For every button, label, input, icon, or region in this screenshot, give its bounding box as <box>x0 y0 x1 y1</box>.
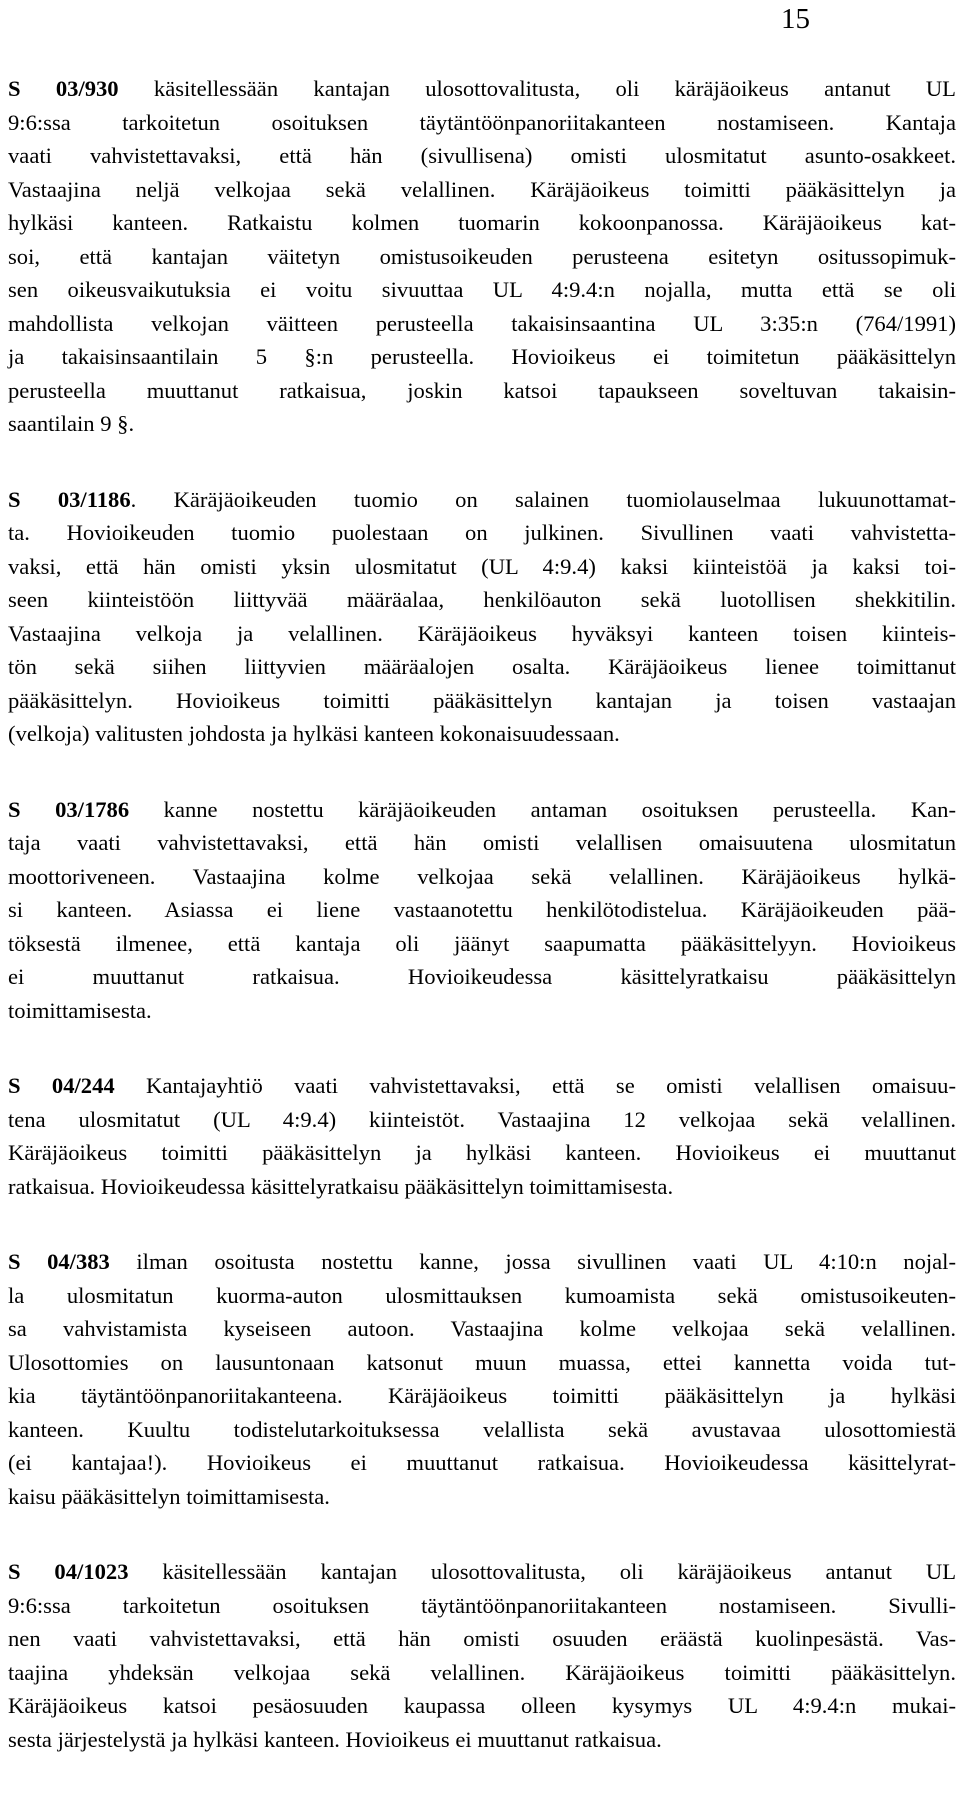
text-line <box>8 1069 956 1103</box>
text-line: saantilain 9 §. <box>8 411 135 436</box>
case-entry <box>8 793 956 1028</box>
text-line: vaksi, että hän omisti yksin ulosmitatut (UL 4:9.4) kaksi kiinteistöä ja kaksi toi- <box>8 553 956 579</box>
text-line: kia täytäntöönpanoriitakanteena. Käräjäoikeus toimitti pääkäsittelyn ja hylkäsi <box>8 1383 956 1408</box>
case-id: S 03/1786 <box>8 796 130 822</box>
text-line: ja takaisinsaantilain 5 §:n perusteella. Hovioikeus ei toimitetun pääkäsittelyn <box>8 344 956 369</box>
text-line <box>8 1245 956 1279</box>
document-body <box>8 72 956 1798</box>
text-line <box>8 72 956 106</box>
text-line: hylkäsi kanteen. Ratkaistu kolmen tuomarin kokoonpanossa. Käräjäoikeus kat- <box>8 210 956 235</box>
case-entry <box>8 1555 956 1756</box>
text-line: tön sekä siihen liittyvien määräalojen osalta. Käräjäoikeus lienee toimittanut <box>8 654 956 679</box>
text-line: pääkäsittelyn. Hovioikeus toimitti pääkäsittelyn kantajan ja toisen vastaajan <box>8 687 956 713</box>
text-line: Käräjäoikeus toimitti pääkäsittelyn ja hylkäsi kanteen. Hovioikeus ei muuttanut <box>8 1140 956 1165</box>
text-line: 9:6:ssa tarkoitetun osoituksen täytäntöönpanoriitakanteen nostamiseen. Sivulli- <box>8 1592 956 1618</box>
text-line: toimittamisesta. <box>8 997 152 1023</box>
text-line: (velkoja) valitusten johdosta ja hylkäsi kanteen kokonaisuudessaan. <box>8 721 620 746</box>
text-line: si kanteen. Asiassa ei liene vastaanotettu henkilötodistelua. Käräjäoikeuden pää- <box>8 897 956 922</box>
text-line: Ulosottomies on lausuntonaan katsonut muun muassa, ettei kannetta voida tut- <box>8 1349 956 1375</box>
case-entry <box>8 1245 956 1513</box>
text-line: mahdollista velkojan väitteen perusteella takaisinsaantina UL 3:35:n (764/1991) <box>8 310 956 336</box>
text-line: tena ulosmitatut (UL 4:9.4) kiinteistöt. Vastaajina 12 velkojaa sekä velallinen. <box>8 1106 956 1132</box>
text-line <box>8 483 956 517</box>
text-line: Vastaajina velkoja ja velallinen. Käräjäoikeus hyväksyi kanteen toisen kiinteis- <box>8 620 956 646</box>
text-line: kanteen. Kuultu todistelutarkoituksessa velallista sekä avustavaa ulosottomiestä <box>8 1416 956 1442</box>
case-id: S 04/383 <box>8 1249 110 1274</box>
case-entry <box>8 72 956 441</box>
case-id: S 03/930 <box>8 76 119 101</box>
text-line: taja vaati vahvistettavaksi, että hän omisti velallisen omaisuutena ulosmitatun <box>8 830 956 855</box>
case-text: Kantajayhtiö vaati vahvistettavaksi, että se omisti velallisen omaisuu- <box>114 1073 956 1098</box>
text-line <box>8 793 956 827</box>
case-entry <box>8 1069 956 1203</box>
text-line: sen oikeusvaikutuksia ei voitu sivuuttaa UL 4:9.4:n nojalla, mutta että se oli <box>8 277 956 302</box>
text-line: perusteella muuttanut ratkaisua, joskin katsoi tapaukseen soveltuvan takaisin- <box>8 377 956 403</box>
case-text: ilman osoitusta nostettu kanne, jossa sivullinen vaati UL 4:10:n nojal- <box>109 1249 956 1274</box>
text-line: sesta järjestelystä ja hylkäsi kanteen. Hovioikeus ei muuttanut ratkaisua. <box>8 1726 662 1752</box>
text-line: vaati vahvistettavaksi, että hän (sivullisena) omisti ulosmitatut asunto-osakkeet. <box>8 143 956 168</box>
text-line: kaisu pääkäsittelyn toimittamisesta. <box>8 1483 330 1509</box>
text-line: soi, että kantajan väitetyn omistusoikeuden perusteena esitetyn ositussopimuk- <box>8 243 956 269</box>
text-line: Vastaajina neljä velkojaa sekä velallinen. Käräjäoikeus toimitti pääkäsittelyn ja <box>8 176 956 202</box>
text-line: töksestä ilmenee, että kantaja oli jäänyt saapumatta pääkäsittelyyn. Hovioikeus <box>8 930 956 956</box>
case-id: S 03/1186 <box>8 486 131 512</box>
case-id: S 04/1023 <box>8 1559 129 1584</box>
case-id: S 04/244 <box>8 1073 115 1098</box>
case-text: käsitellessään kantajan ulosottovalitusta, oli käräjäoikeus antanut UL <box>118 76 956 101</box>
page-number: 15 <box>781 3 810 35</box>
text-line: moottoriveneen. Vastaajina kolme velkojaa sekä velallinen. Käräjäoikeus hylkä- <box>8 863 956 889</box>
text-line: taajina yhdeksän velkojaa sekä velallinen. Käräjäoikeus toimitti pääkäsittelyn. <box>8 1659 956 1685</box>
text-line: ei muuttanut ratkaisua. Hovioikeudessa käsittelyratkaisu pääkäsittelyn <box>8 964 956 989</box>
text-line: la ulosmitatun kuorma-auton ulosmittauksen kumoamista sekä omistusoikeuten- <box>8 1282 956 1308</box>
text-line: seen kiinteistöön liittyvää määräalaa, henkilöauton sekä luotollisen shekkitilin. <box>8 587 956 612</box>
text-line <box>8 1555 956 1589</box>
case-text: kanne nostettu käräjäoikeuden antaman osoituksen perusteella. Kan- <box>129 796 956 822</box>
text-line: ratkaisua. Hovioikeudessa käsittelyratkaisu pääkäsittelyn toimittamisesta. <box>8 1173 674 1199</box>
case-text: käsitellessään kantajan ulosottovalitusta, oli käräjäoikeus antanut UL <box>128 1559 956 1584</box>
text-line: ta. Hovioikeuden tuomio puolestaan on julkinen. Sivullinen vaati vahvistetta- <box>8 520 956 545</box>
case-text: . Käräjäoikeuden tuomio on salainen tuomiolauselmaa lukuunottamat- <box>130 486 956 512</box>
text-line: 9:6:ssa tarkoitetun osoituksen täytäntöönpanoriitakanteen nostamiseen. Kantaja <box>8 109 956 135</box>
text-line: Käräjäoikeus katsoi pesäosuuden kaupassa olleen kysymys UL 4:9.4:n mukai- <box>8 1693 956 1718</box>
text-line: sa vahvistamista kyseiseen autoon. Vastaajina kolme velkojaa sekä velallinen. <box>8 1316 956 1341</box>
text-line: nen vaati vahvistettavaksi, että hän omisti osuuden eräästä kuolinpesästä. Vas- <box>8 1626 956 1651</box>
text-line: (ei kantajaa!). Hovioikeus ei muuttanut ratkaisua. Hovioikeudessa käsittelyrat- <box>8 1450 956 1475</box>
case-entry <box>8 483 956 751</box>
